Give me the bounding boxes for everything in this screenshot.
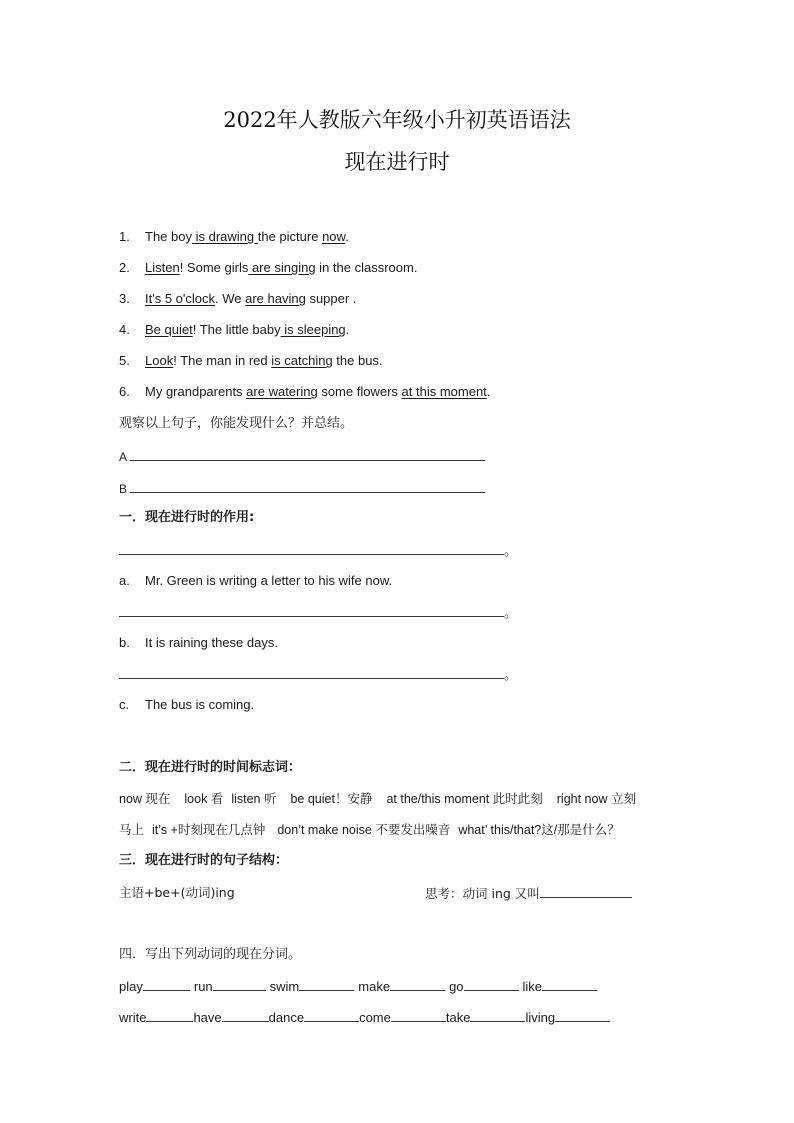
example-c (119, 697, 254, 713)
verb-blank[interactable] (542, 978, 597, 991)
sentence-structure: 主语+be+(动词)ing (119, 885, 235, 900)
underlined-text: Be quiet (145, 322, 193, 337)
example-text: Mr. Green is writing a letter to his wife now. (145, 573, 393, 588)
verb-blank[interactable] (143, 978, 190, 991)
verb-word: make (358, 979, 391, 994)
verb-word: come (359, 1010, 391, 1025)
answer-line-a (119, 448, 485, 465)
sentence-text: ! Some girls (179, 260, 249, 275)
sentence-6 (119, 384, 490, 400)
time-marker: be quiet！安静 (290, 792, 373, 806)
answer-label: B (119, 482, 128, 496)
sentence-text: My grandparents (145, 384, 247, 399)
verb-blank[interactable] (464, 978, 519, 991)
usage-blank-line (119, 666, 517, 683)
sentence-text: in the classroom. (315, 260, 418, 275)
verb-blank[interactable] (391, 1009, 446, 1022)
example-label: c. (119, 697, 130, 712)
answer-blank[interactable] (540, 885, 632, 898)
sentence-number: 1. (119, 229, 130, 244)
time-marker: don’t make noise 不要发出噪音 (277, 823, 451, 837)
time-marker: listen 听 (231, 792, 277, 806)
sentence-text: the bus. (332, 353, 383, 368)
sentence-text: . (345, 322, 350, 337)
sentence-3 (119, 291, 356, 307)
sentence-text: the picture (257, 229, 323, 244)
usage-blank-line (119, 604, 517, 621)
verb-row-2 (119, 1009, 610, 1026)
end-mark: 。 (504, 667, 518, 682)
observe-prompt: 观察以上句子，你能发现什么？并总结。 (119, 416, 354, 431)
answer-blank[interactable] (119, 542, 504, 555)
section-3-heading: 三．现在进行时的句子结构： (119, 853, 289, 868)
sentence-text: ! The little baby (192, 322, 281, 337)
underlined-text: is sleeping (280, 322, 346, 337)
think-question (425, 885, 632, 902)
underlined-text: Look (145, 353, 174, 368)
sentence-text: The boy (145, 229, 192, 244)
verb-word: living (525, 1010, 556, 1025)
underlined-text: are singing (248, 260, 316, 275)
answer-blank[interactable] (130, 448, 485, 461)
underlined-text: are watering (246, 384, 318, 399)
underlined-text: at this moment (401, 384, 487, 399)
verb-blank[interactable] (390, 978, 445, 991)
section-2-heading: 二．现在进行时的时间标志词： (119, 760, 302, 775)
answer-line-b (119, 480, 485, 497)
underlined-text: It's 5 o'clock (145, 291, 215, 306)
underlined-text: Listen (145, 260, 180, 275)
verb-row-1 (119, 978, 597, 995)
section-1-heading: 一．现在进行时的作用: (119, 510, 255, 525)
verb-word: like (522, 979, 543, 994)
answer-label: A (119, 450, 127, 464)
example-a (119, 573, 392, 589)
verb-word: play (119, 979, 143, 994)
usage-blank-line (119, 542, 517, 559)
time-marker: at the/this moment 此时此刻 (386, 792, 543, 806)
time-marker: look 看 (184, 792, 224, 806)
sentence-number: 3. (119, 291, 130, 306)
time-marker: right now 立刻 (556, 792, 636, 806)
answer-blank[interactable] (119, 666, 504, 679)
end-mark: 。 (504, 605, 518, 620)
time-markers-row-1 (119, 791, 636, 807)
example-text: The bus is coming. (145, 697, 255, 712)
sentence-number: 4. (119, 322, 130, 337)
sentence-text: . (345, 229, 349, 244)
sentence-text: ! The man in red (173, 353, 272, 368)
verb-word: have (193, 1010, 222, 1025)
verb-blank[interactable] (213, 978, 266, 991)
sentence-text: . (486, 384, 491, 399)
verb-word: dance (268, 1010, 305, 1025)
sentence-5 (119, 353, 383, 369)
answer-blank[interactable] (119, 604, 504, 617)
time-markers-row-2 (119, 822, 620, 838)
verb-word: go (449, 979, 464, 994)
time-marker: what’ this/that?这/那是什么？ (458, 823, 620, 837)
sentence-text: supper . (305, 291, 357, 306)
sentence-2 (119, 260, 417, 276)
page-title: 2022年人教版六年级小升初英语语法 (223, 108, 571, 132)
example-text: It is raining these days. (145, 635, 278, 650)
verb-word: swim (269, 979, 300, 994)
verb-word: run (193, 979, 213, 994)
sentence-1 (119, 229, 349, 245)
answer-blank[interactable] (130, 480, 485, 493)
example-label: a. (119, 573, 130, 588)
think-text: 思考：动词 ing 又叫 (425, 886, 540, 901)
time-marker: 马上 (119, 823, 145, 837)
end-mark: 。 (504, 543, 518, 558)
verb-blank[interactable] (555, 1009, 610, 1022)
underlined-text: are having (245, 291, 306, 306)
time-marker: it’s +时刻现在几点钟 (152, 823, 266, 837)
sentence-number: 5. (119, 353, 130, 368)
underlined-text: is drawing (191, 229, 258, 244)
verb-blank[interactable] (304, 1009, 359, 1022)
sentence-number: 2. (119, 260, 130, 275)
verb-blank[interactable] (146, 1009, 193, 1022)
example-label: b. (119, 635, 130, 650)
underlined-text: now (322, 229, 346, 244)
page-subtitle: 现在进行时 (344, 150, 450, 174)
example-b (119, 635, 278, 651)
underlined-text: is catching (271, 353, 333, 368)
verb-word: write (119, 1010, 147, 1025)
section-4-heading: 四．写出下列动词的现在分词。 (119, 947, 302, 962)
sentence-text: . We (215, 291, 246, 306)
verb-blank[interactable] (222, 1009, 269, 1022)
time-marker: now 现在 (119, 792, 171, 806)
verb-word: take (445, 1010, 471, 1025)
verb-blank[interactable] (470, 1009, 525, 1022)
sentence-4 (119, 322, 349, 338)
sentence-number: 6. (119, 384, 130, 399)
sentence-text: some flowers (317, 384, 402, 399)
verb-blank[interactable] (299, 978, 354, 991)
